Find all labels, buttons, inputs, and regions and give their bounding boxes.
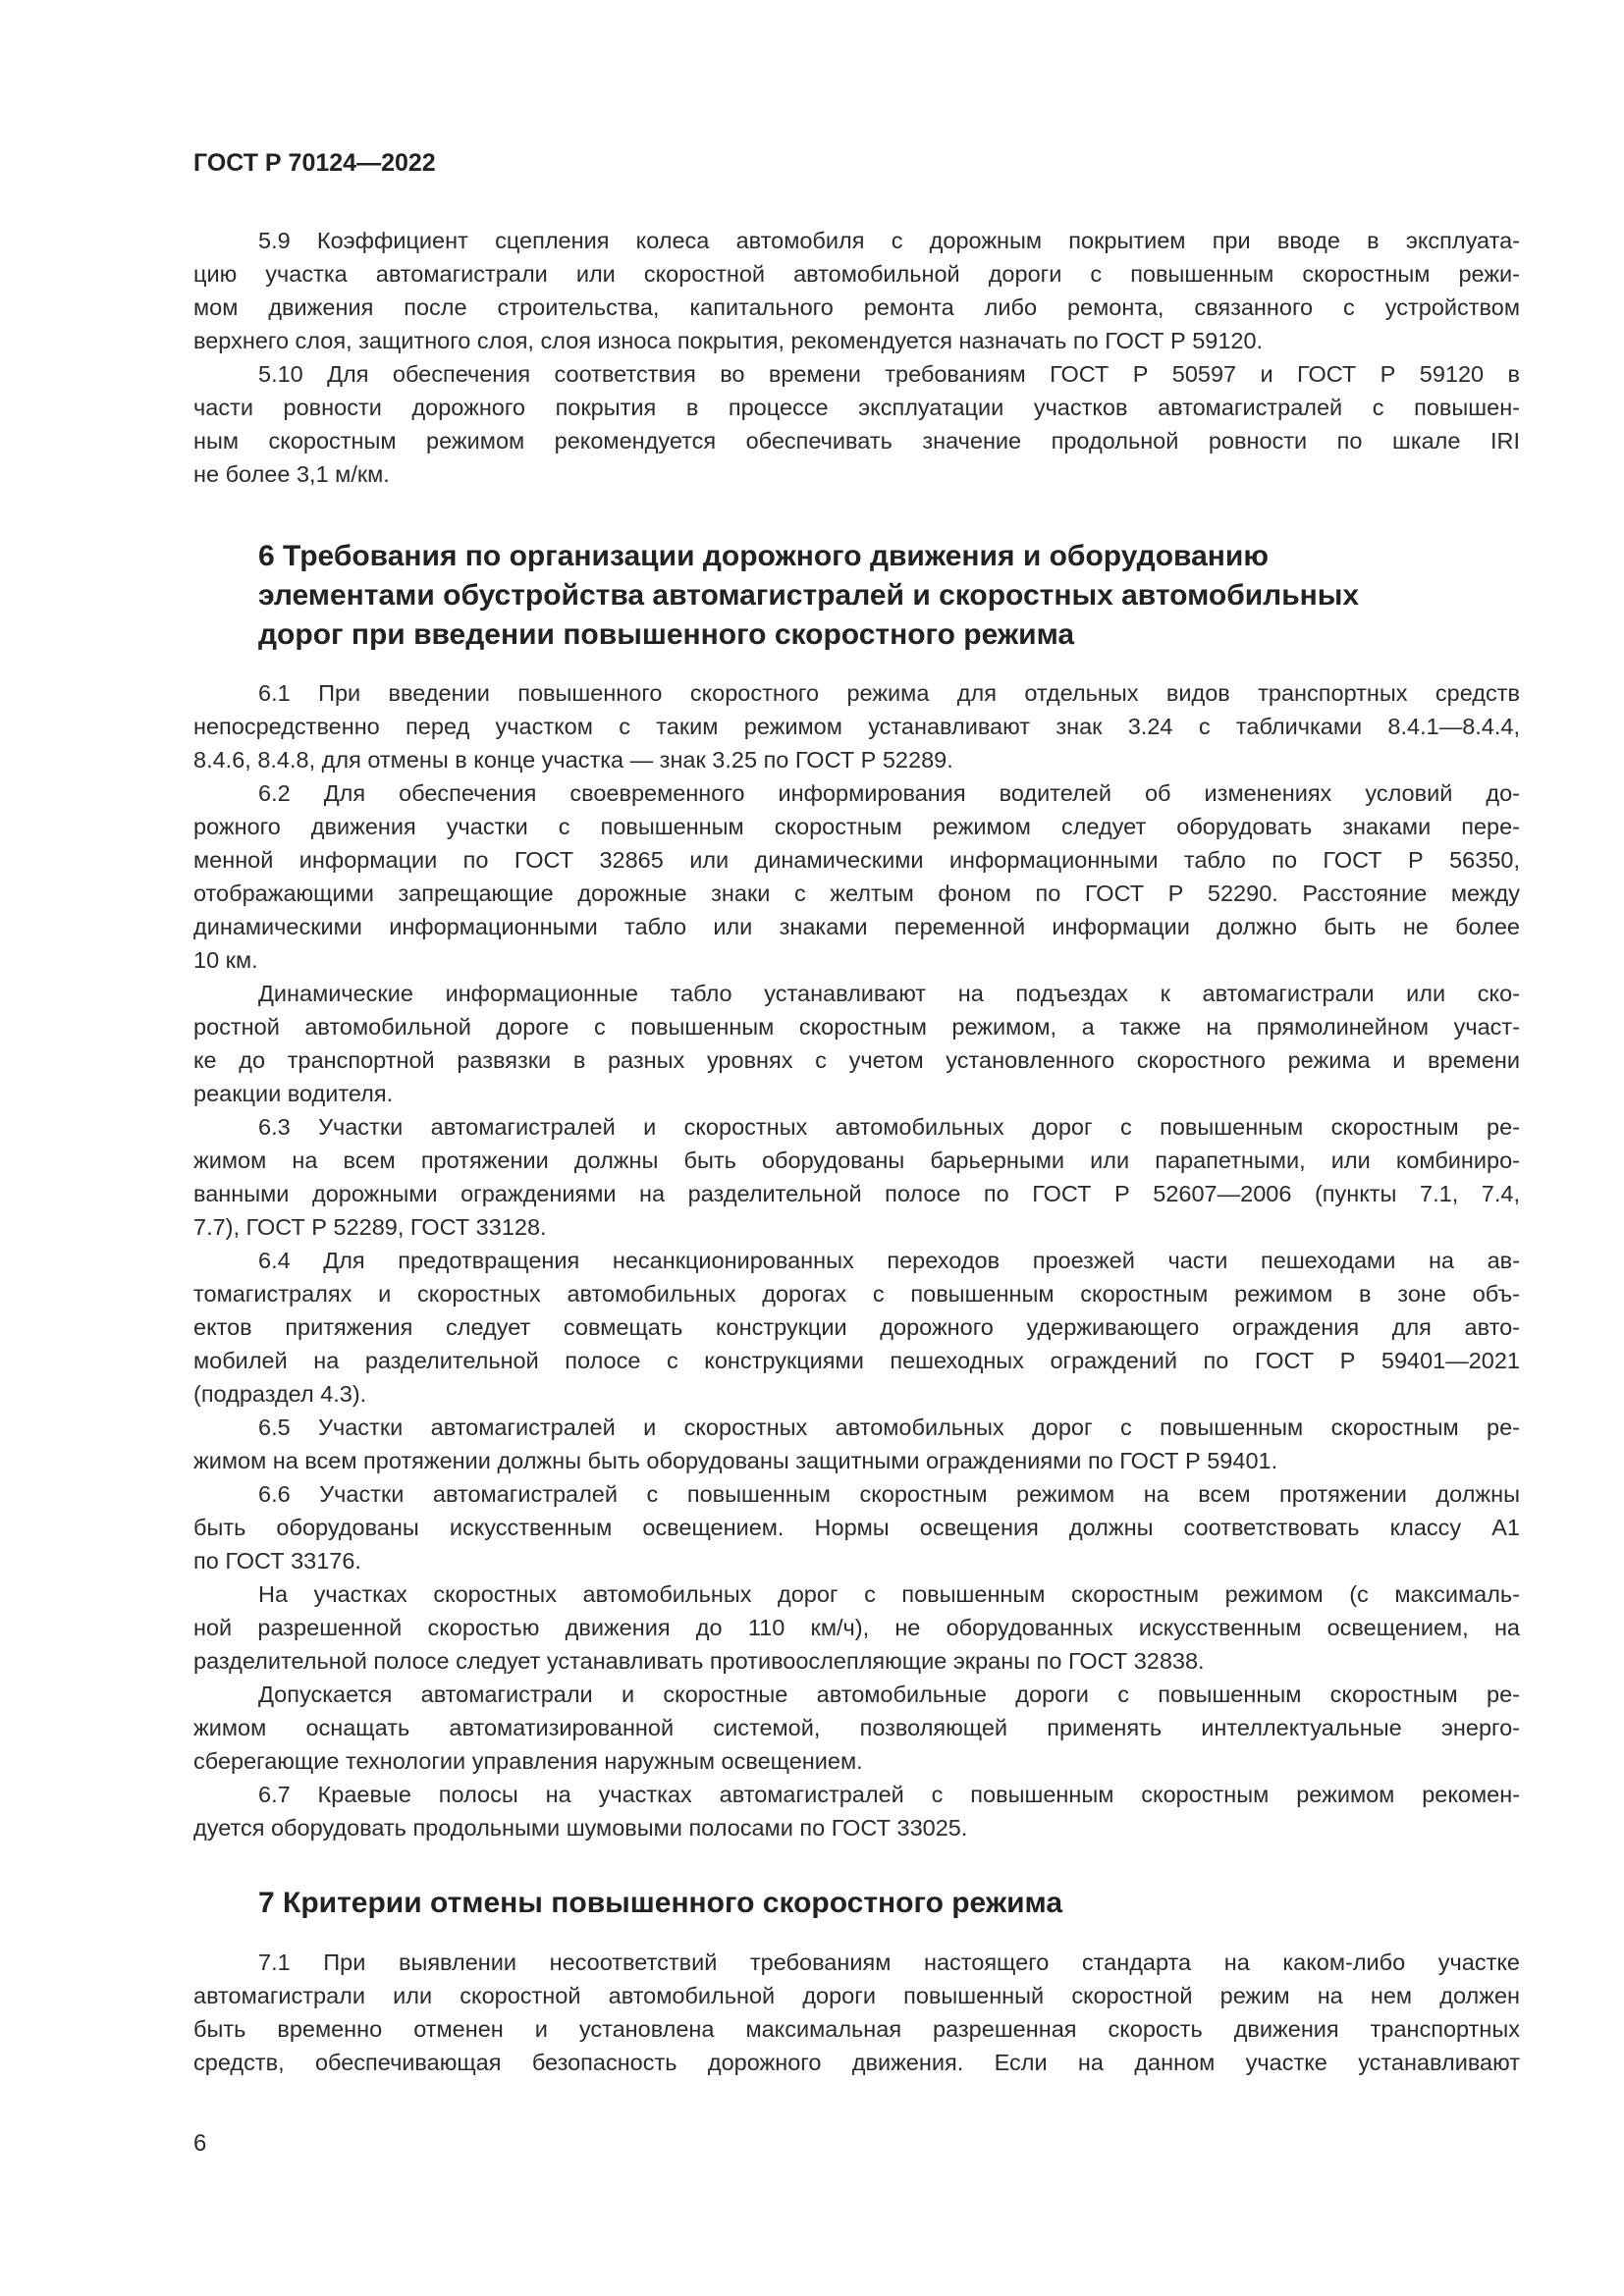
text-line: (подраздел 4.3). — [193, 1381, 367, 1407]
text-line: сберегающие технологии управления наружным освещением. — [193, 1748, 863, 1774]
text-line: отображающими запрещающие дорожные знаки с желтым фоном по ГОСТ Р 52290. Расстояние между — [193, 881, 1520, 906]
document-code-header: ГОСТ Р 70124—2022 — [193, 149, 436, 177]
paragraph — [193, 1411, 1520, 1477]
text-line: 6.3 Участки автомагистралей и скоростных автомобильных дорог с повышенным скоростным ре- — [258, 1114, 1520, 1140]
text-line: ке до транспортной развязки в разных уровнях с учетом установленного скоростного режима и времени — [193, 1047, 1520, 1073]
text-line: ванными дорожными ограждениями на разделительной полосе по ГОСТ Р 52607—2006 (пункты 7.1, 7.4, — [193, 1181, 1520, 1206]
text-line: мом движения после строительства, капитального ремонта либо ремонта, связанного с устройством — [193, 294, 1520, 320]
text-line: ным скоростным режимом рекомендуется обеспечивать значение продольной ровности по шкале IRI — [193, 428, 1520, 454]
text-line: средств, обеспечивающая безопасность дорожного движения. Если на данном участке устанавливают — [193, 2050, 1520, 2075]
text-line: по ГОСТ 33176. — [193, 1548, 361, 1574]
text-line: быть оборудованы искусственным освещением. Нормы освещения должны соответствовать классу А1 — [193, 1515, 1520, 1540]
text-line: 8.4.6, 8.4.8, для отмены в конце участка — знак 3.25 по ГОСТ Р 52289. — [193, 747, 953, 773]
section-6-heading — [258, 537, 1359, 655]
paragraph — [193, 1110, 1520, 1244]
paragraph — [193, 676, 1520, 776]
page-number: 6 — [193, 2130, 207, 2157]
text-line: менной информации по ГОСТ 32865 или динамическими информационными табло по ГОСТ Р 56350, — [193, 847, 1520, 873]
text-line: рожного движения участки с повышенным скоростным режимом следует оборудовать знаками пере- — [193, 814, 1520, 839]
text-line: жимом на всем протяжении должны быть оборудованы защитными ограждениями по ГОСТ Р 59401. — [193, 1448, 1278, 1473]
paragraph — [193, 357, 1520, 491]
paragraph — [193, 1778, 1520, 1844]
text-line: автомагистрали или скоростной автомобильной дороги повышенный скоростной режим на нем должен — [193, 1983, 1520, 2008]
text-line: 6.4 Для предотвращения несанкционированных переходов проезжей части пешеходами на ав- — [258, 1248, 1520, 1273]
text-line: ектов притяжения следует совмещать конструкции дорожного удерживающего ограждения для авто- — [193, 1314, 1520, 1340]
text-line: быть временно отменен и установлена максимальная разрешенная скорость движения транспортных — [193, 2016, 1520, 2042]
section-7-text — [193, 1946, 1520, 2079]
text-line: 6.6 Участки автомагистралей с повышенным скоростным режимом на всем протяжении должны — [258, 1481, 1520, 1507]
text-line: Допускается автомагистрали и скоростные автомобильные дороги с повышенным скоростным ре- — [258, 1682, 1520, 1707]
text-line: цию участка автомагистрали или скоростной автомобильной дороги с повышенным скоростным режи- — [193, 261, 1520, 287]
heading-line: дорог при введении повышенного скоростного режима — [258, 618, 1075, 651]
section-7-heading — [258, 1884, 1062, 1923]
paragraph — [193, 1477, 1520, 1577]
text-line: 6.5 Участки автомагистралей и скоростных автомобильных дорог с повышенным скоростным ре- — [258, 1415, 1520, 1440]
text-line: дуется оборудовать продольными шумовыми полосами по ГОСТ 33025. — [193, 1815, 968, 1841]
text-line: 10 км. — [193, 947, 258, 973]
text-line: томагистралях и скоростных автомобильных дорогах с повышенным скоростным режимом в зоне объ- — [193, 1281, 1520, 1307]
text-line: ростной автомобильной дороге с повышенным скоростным режимом, а также на прямолинейном участ- — [193, 1014, 1520, 1040]
text-line: верхнего слоя, защитного слоя, слоя износа покрытия, рекомендуется назначать по ГОСТ Р 59120. — [193, 328, 1264, 353]
text-line: На участках скоростных автомобильных дорог с повышенным скоростным режимом (с максималь- — [258, 1581, 1520, 1607]
text-line: 7.1 При выявлении несоответствий требованиям настоящего стандарта на каком-либо участке — [258, 1949, 1520, 1975]
paragraph — [193, 1577, 1520, 1678]
text-line: мобилей на разделительной полосе с конструкциями пешеходных ограждений по ГОСТ Р 59401—2021 — [193, 1348, 1520, 1373]
text-line: разделительной полосе следует устанавливать противоослепляющие экраны по ГОСТ 32838. — [193, 1648, 1205, 1674]
text-line: 6.7 Краевые полосы на участках автомагистралей с повышенным скоростным режимом рекомен- — [258, 1782, 1520, 1807]
paragraph — [193, 224, 1520, 357]
paragraph — [193, 1678, 1520, 1778]
text-line: реакции водителя. — [193, 1081, 394, 1106]
text-line: 6.2 Для обеспечения своевременного информирования водителей об изменениях условий до- — [258, 780, 1520, 806]
section-5-text — [193, 224, 1520, 491]
text-line: непосредственно перед участком с таким режимом устанавливают знак 3.24 с табличками 8.4.1—8.4.4, — [193, 714, 1520, 739]
paragraph — [193, 1244, 1520, 1411]
text-line: жимом оснащать автоматизированной системой, позволяющей применять интеллектуальные энерго- — [193, 1715, 1520, 1740]
text-line: ной разрешенной скоростью движения до 110 км/ч), не оборудованных искусственным освещением, на — [193, 1615, 1520, 1640]
text-line: динамическими информационными табло или знаками переменной информации должно быть не более — [193, 914, 1520, 939]
section-6-text — [193, 676, 1520, 1844]
text-line: части ровности дорожного покрытия в процессе эксплуатации участков автомагистралей с повышен- — [193, 395, 1520, 420]
heading-line: 6 Требования по организации дорожного движения и оборудованию — [258, 540, 1269, 572]
text-line: не более 3,1 м/км. — [193, 461, 390, 487]
paragraph — [193, 1946, 1520, 2079]
paragraph — [193, 776, 1520, 977]
text-line: 7.7), ГОСТ Р 52289, ГОСТ 33128. — [193, 1214, 547, 1240]
heading-line: 7 Критерии отмены повышенного скоростного режима — [258, 1887, 1063, 1919]
heading-line: элементами обустройства автомагистралей и скоростных автомобильных — [258, 579, 1360, 612]
text-line: жимом на всем протяжении должны быть оборудованы барьерными или парапетными, или комбиниро- — [193, 1148, 1520, 1173]
text-line: Динамические информационные табло устанавливают на подъездах к автомагистрали или ско- — [258, 981, 1520, 1006]
text-line: 5.10 Для обеспечения соответствия во времени требованиям ГОСТ Р 50597 и ГОСТ Р 59120 в — [258, 361, 1520, 387]
text-line: 5.9 Коэффициент сцепления колеса автомобиля с дорожным покрытием при вводе в эксплуата- — [258, 228, 1520, 253]
text-line: 6.1 При введении повышенного скоростного режима для отдельных видов транспортных средств — [258, 680, 1520, 706]
paragraph — [193, 977, 1520, 1110]
